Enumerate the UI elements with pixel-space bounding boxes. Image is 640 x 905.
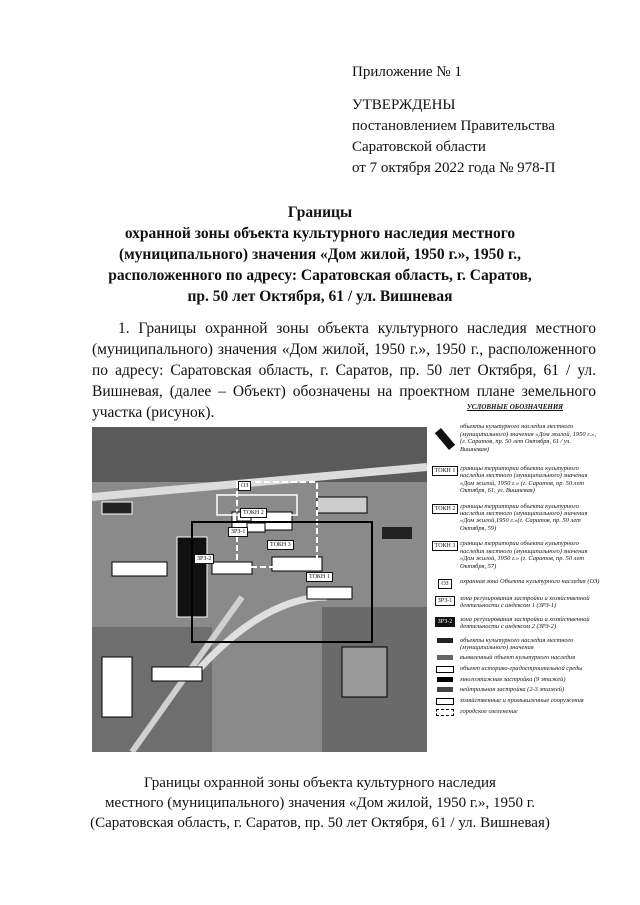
legend-item <box>430 503 600 533</box>
legend-symbol-oz: ОЗ <box>438 579 451 589</box>
legend-text: объект историко-градостроительной среды <box>460 664 583 672</box>
caption-line: местного (муниципального) значения «Дом жилой, 1950 г.», 1950 г. <box>104 795 535 811</box>
title-line: (муниципального) значения «Дом жилой, 1950 г.», 1950 г., <box>118 246 522 263</box>
map-label-tokn1: ТОКН 1 <box>306 572 333 582</box>
legend-item <box>430 616 600 631</box>
legend-item <box>430 578 600 589</box>
approval-line: Саратовской области <box>352 139 486 155</box>
industrial-swatch-icon <box>436 698 454 705</box>
legend-text: объекты культурного наследия местного (муниципального) значения <box>460 636 574 651</box>
legend-symbol-tokn3: ТОКН 3 <box>432 541 459 551</box>
appendix-label: Приложение № 1 <box>352 64 462 80</box>
legend-title: УСЛОВНЫЕ ОБОЗНАЧЕНИЯ <box>466 403 564 411</box>
legend-text: выявленный объект культурного наследия <box>460 654 576 662</box>
legend-text: городское озеленение <box>460 707 518 715</box>
legend-text: границы территории объекта культурного наследия местного (муниципального) значения «Дом жилой,1950 г.»(г. Саратов, пр. 50 лет Октября, 59) <box>460 502 588 532</box>
legend-item <box>430 697 600 705</box>
legend-symbol-tokn2: ТОКН 2 <box>432 504 459 514</box>
legend-item <box>430 637 600 652</box>
site-plan-map <box>92 427 427 752</box>
paragraph-text: 1. Границы охранной зоны объекта культурного наследия местного (муниципального) значения «Дом жилой, 1950 г.», 1950 г., расположенного по адресу: Саратовская область, г. Саратов, пр. 50 лет Октября, 61 / ул. Вишневая, (далее – Объект) обозначены на проектном плане земельного участка (рисунок). <box>92 320 596 421</box>
legend-symbol-tokn1: ТОКН 1 <box>432 466 459 476</box>
legend-item <box>430 595 600 610</box>
map-label-zrz1: ЗРЗ-1 <box>228 527 248 537</box>
map-label-tokn3: ТОКН 3 <box>267 540 294 550</box>
caption-line: Границы охранной зоны объекта культурного наследия <box>144 775 496 791</box>
figure-caption <box>80 773 560 833</box>
legend-item <box>430 465 600 495</box>
title-line: Границы <box>287 204 353 221</box>
neutral-building-swatch-icon <box>437 687 453 692</box>
map-label-tokn2: ТОКН 2 <box>240 508 267 518</box>
legend-text: границы территории объекта культурного наследия местного (муниципального) значения «Дом жилой, 1950 г.» (г. Саратов, пр. 50 лет Октября, 57) <box>460 540 588 570</box>
legend-symbol-zrz1: ЗРЗ-1 <box>435 596 455 606</box>
legend-item <box>430 676 600 683</box>
legend-text: зона регулирования застройки и хозяйственной деятельности с индексом 1 (ЗРЗ-1) <box>460 594 590 610</box>
legend-item <box>430 540 600 570</box>
legend-item <box>430 708 600 716</box>
legend-symbol-zrz2: ЗРЗ-2 <box>435 617 455 627</box>
approval-line: от 7 октября 2022 года № 978-П <box>352 160 556 176</box>
map-label-zrz2: ЗРЗ-2 <box>194 554 214 564</box>
legend-text: объекты культурного наследия местного (муниципального) значения «Дом жилой, 1950 г.», (г. Саратов, пр. 50 лет Октября, 61 / ул. Вишневая) <box>460 423 596 453</box>
title-line: пр. 50 лет Октября, 61 / ул. Вишневая <box>187 288 453 305</box>
multistorey-swatch-icon <box>437 677 453 682</box>
approved-label: УТВЕРЖДЕНЫ <box>352 97 456 113</box>
legend-item <box>430 686 600 693</box>
legend-item <box>430 654 600 661</box>
map-legend <box>430 404 600 716</box>
caption-line: (Саратовская область, г. Саратов, пр. 50 лет Октября, 61 / ул. Вишневая) <box>90 815 550 831</box>
approval-block <box>352 62 556 179</box>
map-label-oz: ОЗ <box>238 481 251 491</box>
historic-environment-swatch-icon <box>436 666 454 673</box>
legend-text: границы территории объекта культурного наследия местного (муниципального) значения «Дом жилой, 1950 г.» (г. Саратов, пр. 50 лет Октября, 61, ул. Вишневая) <box>460 465 588 495</box>
title-line: охранной зоны объекта культурного наследия местного <box>124 225 516 242</box>
building-icon <box>435 428 455 450</box>
legend-text: нейтральная застройка (2-3 этажей) <box>460 686 565 694</box>
legend-text: охранная зона Объекта культурного наследия (ОЗ) <box>460 577 600 585</box>
greenery-swatch-icon <box>436 709 454 716</box>
document-title <box>60 202 580 307</box>
legend-text: многоэтажная застройка (9 этажей) <box>460 675 566 683</box>
legend-item <box>430 423 600 453</box>
legend-text: хозяйственные и промышленные сооружения <box>460 696 584 704</box>
legend-text: зона регулирования застройки и хозяйственной деятельности с индексом 2 (ЗРЗ-2) <box>460 615 590 631</box>
title-line: расположенного по адресу: Саратовская область, г. Саратов, <box>108 267 532 284</box>
legend-item <box>430 665 600 673</box>
identified-object-swatch-icon <box>437 655 453 660</box>
approval-line: постановлением Правительства <box>352 118 555 134</box>
heritage-swatch-icon <box>437 638 453 643</box>
